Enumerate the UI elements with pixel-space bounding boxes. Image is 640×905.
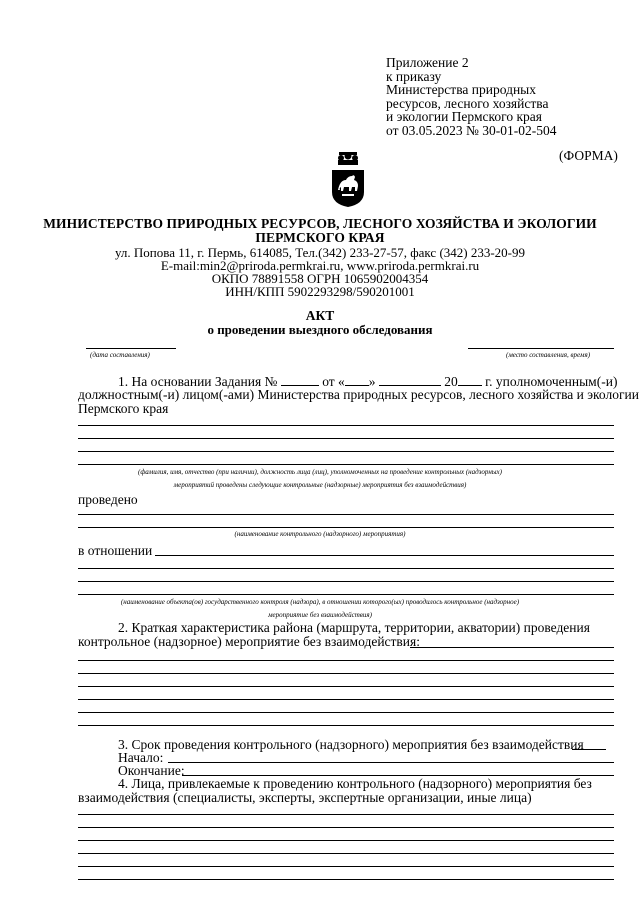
appendix-line: к приказу (386, 68, 442, 84)
persons-field-line[interactable] (78, 866, 614, 867)
date-line (86, 348, 176, 349)
start-field-line[interactable] (168, 762, 614, 763)
district-field-line[interactable] (78, 673, 614, 674)
section1-line3: Пермского края (78, 401, 169, 416)
persons-field-line[interactable] (78, 853, 614, 854)
task-month-field[interactable] (379, 374, 441, 386)
organization-name (0, 217, 640, 245)
persons-field-line[interactable] (78, 814, 614, 815)
object-field-line[interactable] (155, 555, 614, 556)
date-caption: (дата составления) (90, 351, 150, 359)
appendix-line: ресурсов, лесного хозяйства (386, 95, 549, 111)
form-label: (ФОРМА) (559, 148, 618, 163)
section3-line1: 3. Срок проведения контрольного (надзорного) мероприятия без взаимодействия (118, 737, 584, 752)
act-subtitle: о проведении выездного обследования (207, 322, 433, 337)
appendix-line: Приложение 2 (386, 55, 469, 70)
objects-caption: (наименование объекта(ов) государственного контроля (надзора), в отношении которого(ых) проводилось контрольное (надзорное) (120, 598, 520, 606)
section1-text: г. уполномоченным(-и) (485, 374, 618, 389)
district-field-line[interactable] (78, 712, 614, 713)
duration-field-line[interactable] (572, 749, 606, 750)
section2-line2: контрольное (надзорное) мероприятие без взаимодействия: (78, 634, 420, 649)
start-label: Начало: (118, 750, 164, 765)
appendix-line: Министерства природных (386, 82, 536, 97)
organization-contacts (0, 246, 640, 298)
okpo-line: ОКПО 78891558 ОГРН 1065902004354 (211, 271, 429, 286)
email-line: E-mail:min2@priroda.permkrai.ru, www.priroda.permkrai.ru (160, 258, 480, 273)
place-caption: (место составления, время) (506, 351, 591, 359)
event-field-line[interactable] (78, 527, 614, 528)
act-title: АКТ (305, 308, 335, 323)
organization-name-line: ПЕРМСКОГО КРАЯ (255, 230, 385, 245)
appendix-line: и экологии Пермского края (386, 109, 542, 124)
appendix-block (386, 56, 556, 137)
section4-line1: 4. Лица, привлекаемые к проведению контрольного (надзорного) мероприятия без (118, 776, 592, 791)
persons-field-line[interactable] (78, 840, 614, 841)
district-field-line[interactable] (78, 686, 614, 687)
section1-line2: должностным(-и) лицом(-ами) Министерства природных ресурсов, лесного хозяйства и экологии (78, 387, 639, 402)
officials-caption-2: мероприятий проведены следующие контрольные (надзорные) мероприятия без взаимодействия) (173, 481, 467, 489)
officials-field-line[interactable] (78, 425, 614, 426)
officials-field-line[interactable] (78, 464, 614, 465)
coat-of-arms-icon (330, 150, 366, 208)
object-field-line[interactable] (78, 594, 614, 595)
appendix-line: от 03.05.2023 № 30-01-02-504 (386, 122, 557, 138)
inn-line: ИНН/КПП 5902293298/590201001 (225, 284, 415, 299)
v-otnoshenii-label: в отношении (78, 543, 153, 558)
persons-field-line[interactable] (78, 879, 614, 880)
provedeno-label: проведено (78, 492, 138, 507)
address-line: ул. Попова 11, г. Пермь, 614085, Тел.(342) 233-27-57, факс (342) 233-20-99 (114, 245, 526, 260)
task-number-field[interactable] (281, 374, 319, 386)
section1-text: » (368, 374, 376, 389)
persons-field-line[interactable] (78, 827, 614, 828)
event-field-line[interactable] (78, 514, 614, 515)
officials-caption: (фамилия, имя, отчество (при наличии), должность лица (лиц), уполномоченных на проведение контрольных (надзорных) (138, 468, 502, 476)
officials-field-line[interactable] (78, 451, 614, 452)
place-line (468, 348, 614, 349)
section1-text: от « (322, 374, 345, 389)
section1-text: 1. На основании Задания № (118, 374, 278, 389)
object-field-line[interactable] (78, 581, 614, 582)
officials-field-line[interactable] (78, 438, 614, 439)
objects-caption-2: мероприятие без взаимодействия) (268, 611, 372, 619)
event-caption: (наименование контрольного (надзорного) мероприятия) (234, 530, 406, 538)
object-field-line[interactable] (78, 568, 614, 569)
task-year-field[interactable] (458, 374, 482, 386)
district-field-line[interactable] (410, 647, 614, 648)
section2-line1: 2. Краткая характеристика района (маршрута, территории, акватории) проведения (118, 620, 590, 635)
district-field-line[interactable] (78, 725, 614, 726)
section1-text: 20 (444, 374, 458, 389)
district-field-line[interactable] (78, 660, 614, 661)
section4-line2: взаимодействия (специалисты, эксперты, экспертные организации, иные лица) (78, 790, 532, 805)
task-day-field[interactable] (345, 374, 369, 386)
organization-name-line: МИНИСТЕРСТВО ПРИРОДНЫХ РЕСУРСОВ, ЛЕСНОГО ХОЗЯЙСТВА И ЭКОЛОГИИ (43, 216, 597, 231)
end-label: Окончание: (118, 763, 185, 778)
district-field-line[interactable] (78, 699, 614, 700)
